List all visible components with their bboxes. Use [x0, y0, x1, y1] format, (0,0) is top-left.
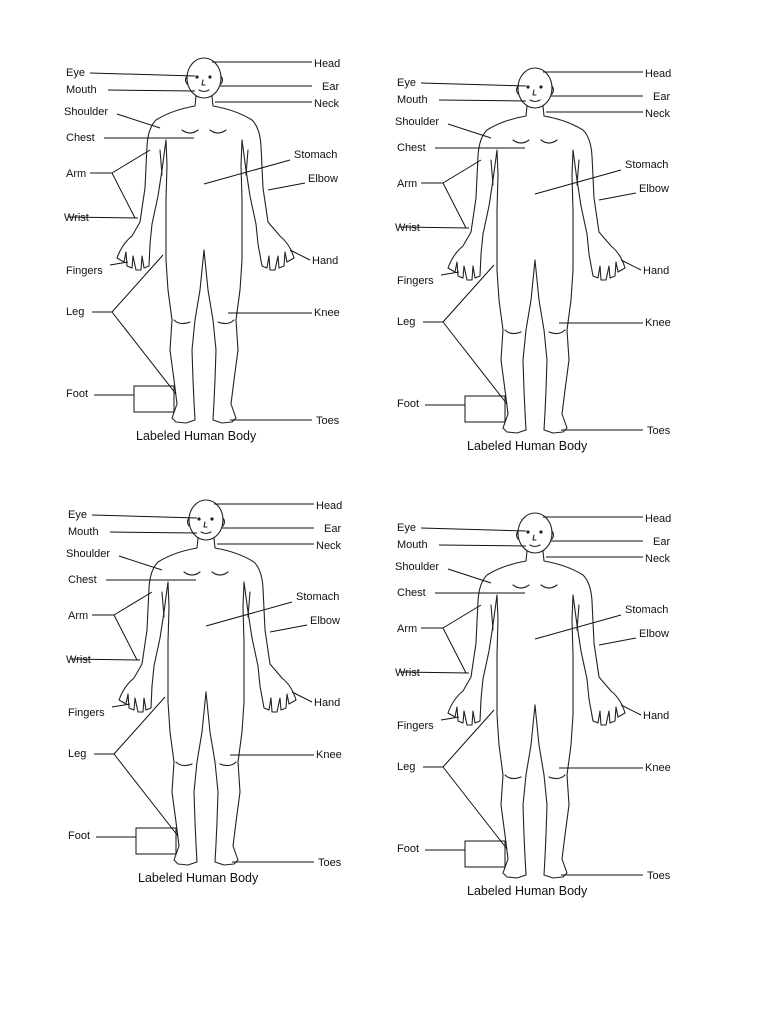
label-eye: Eye	[66, 67, 85, 79]
collarbone	[513, 585, 557, 588]
label-toes: Toes	[316, 415, 340, 427]
label-stomach: Stomach	[296, 591, 340, 603]
label-fingers: Fingers	[397, 275, 434, 287]
label-mouth: Mouth	[397, 94, 428, 106]
knee-creases	[505, 775, 565, 779]
label-fingers: Fingers	[68, 707, 105, 719]
label-stomach: Stomach	[625, 604, 669, 616]
label-wrist: Wrist	[395, 667, 420, 679]
nose	[533, 535, 536, 540]
left-eye	[526, 530, 529, 533]
label-knee: Knee	[316, 749, 342, 761]
label-leg: Leg	[397, 761, 416, 773]
label-stomach: Stomach	[294, 149, 338, 161]
body-figure	[448, 513, 625, 878]
diagram-caption: Labeled Human Body	[138, 871, 259, 885]
label-chest: Chest	[66, 132, 95, 144]
diagram-4-content	[395, 513, 671, 898]
label-head: Head	[316, 500, 343, 512]
label-hand: Hand	[314, 697, 341, 709]
label-hand: Hand	[643, 710, 670, 722]
label-toes: Toes	[647, 425, 671, 437]
label-leg: Leg	[66, 306, 85, 318]
label-eye: Eye	[397, 522, 416, 534]
label-chest: Chest	[397, 587, 426, 599]
label-stomach: Stomach	[625, 159, 669, 171]
label-group	[395, 513, 671, 898]
label-elbow: Elbow	[308, 173, 338, 185]
label-arm: Arm	[397, 178, 418, 190]
label-eye: Eye	[68, 509, 87, 521]
label-ear: Ear	[322, 81, 340, 93]
label-arm: Arm	[397, 623, 418, 635]
mouth	[530, 545, 540, 547]
ears	[517, 531, 554, 539]
label-wrist: Wrist	[66, 654, 91, 666]
label-elbow: Elbow	[639, 183, 669, 195]
label-ear: Ear	[653, 91, 671, 103]
label-foot: Foot	[66, 388, 89, 400]
label-neck: Neck	[314, 98, 340, 110]
label-ear: Ear	[324, 523, 342, 535]
right-eye	[539, 530, 542, 533]
label-wrist: Wrist	[64, 212, 89, 224]
label-head: Head	[314, 58, 341, 70]
label-knee: Knee	[314, 307, 340, 319]
label-neck: Neck	[645, 553, 671, 565]
label-mouth: Mouth	[397, 539, 428, 551]
label-hand: Hand	[312, 255, 339, 267]
arm-inner-lines	[491, 605, 579, 630]
label-shoulder: Shoulder	[395, 561, 440, 573]
diagram-caption: Labeled Human Body	[467, 884, 588, 898]
diagram-caption: Labeled Human Body	[467, 439, 588, 453]
label-mouth: Mouth	[68, 526, 99, 538]
label-fingers: Fingers	[66, 265, 103, 277]
label-foot: Foot	[68, 830, 91, 842]
label-shoulder: Shoulder	[395, 116, 440, 128]
label-shoulder: Shoulder	[66, 548, 111, 560]
label-toes: Toes	[318, 857, 342, 869]
label-neck: Neck	[316, 540, 342, 552]
label-arm: Arm	[66, 168, 87, 180]
label-fingers: Fingers	[397, 720, 434, 732]
label-hand: Hand	[643, 265, 670, 277]
label-chest: Chest	[397, 142, 426, 154]
label-arm: Arm	[68, 610, 89, 622]
label-wrist: Wrist	[395, 222, 420, 234]
label-foot: Foot	[397, 843, 420, 855]
label-neck: Neck	[645, 108, 671, 120]
label-mouth: Mouth	[66, 84, 97, 96]
label-knee: Knee	[645, 317, 671, 329]
label-elbow: Elbow	[310, 615, 340, 627]
label-foot: Foot	[397, 398, 420, 410]
label-leg: Leg	[397, 316, 416, 328]
label-head: Head	[645, 513, 672, 525]
body-right-side	[535, 551, 625, 878]
label-eye: Eye	[397, 77, 416, 89]
label-knee: Knee	[645, 762, 671, 774]
label-chest: Chest	[68, 574, 97, 586]
label-ear: Ear	[653, 536, 671, 548]
label-leg: Leg	[68, 748, 87, 760]
diagram-caption: Labeled Human Body	[136, 429, 257, 443]
label-head: Head	[645, 68, 672, 80]
label-shoulder: Shoulder	[64, 106, 109, 118]
label-elbow: Elbow	[639, 628, 669, 640]
label-toes: Toes	[647, 870, 671, 882]
